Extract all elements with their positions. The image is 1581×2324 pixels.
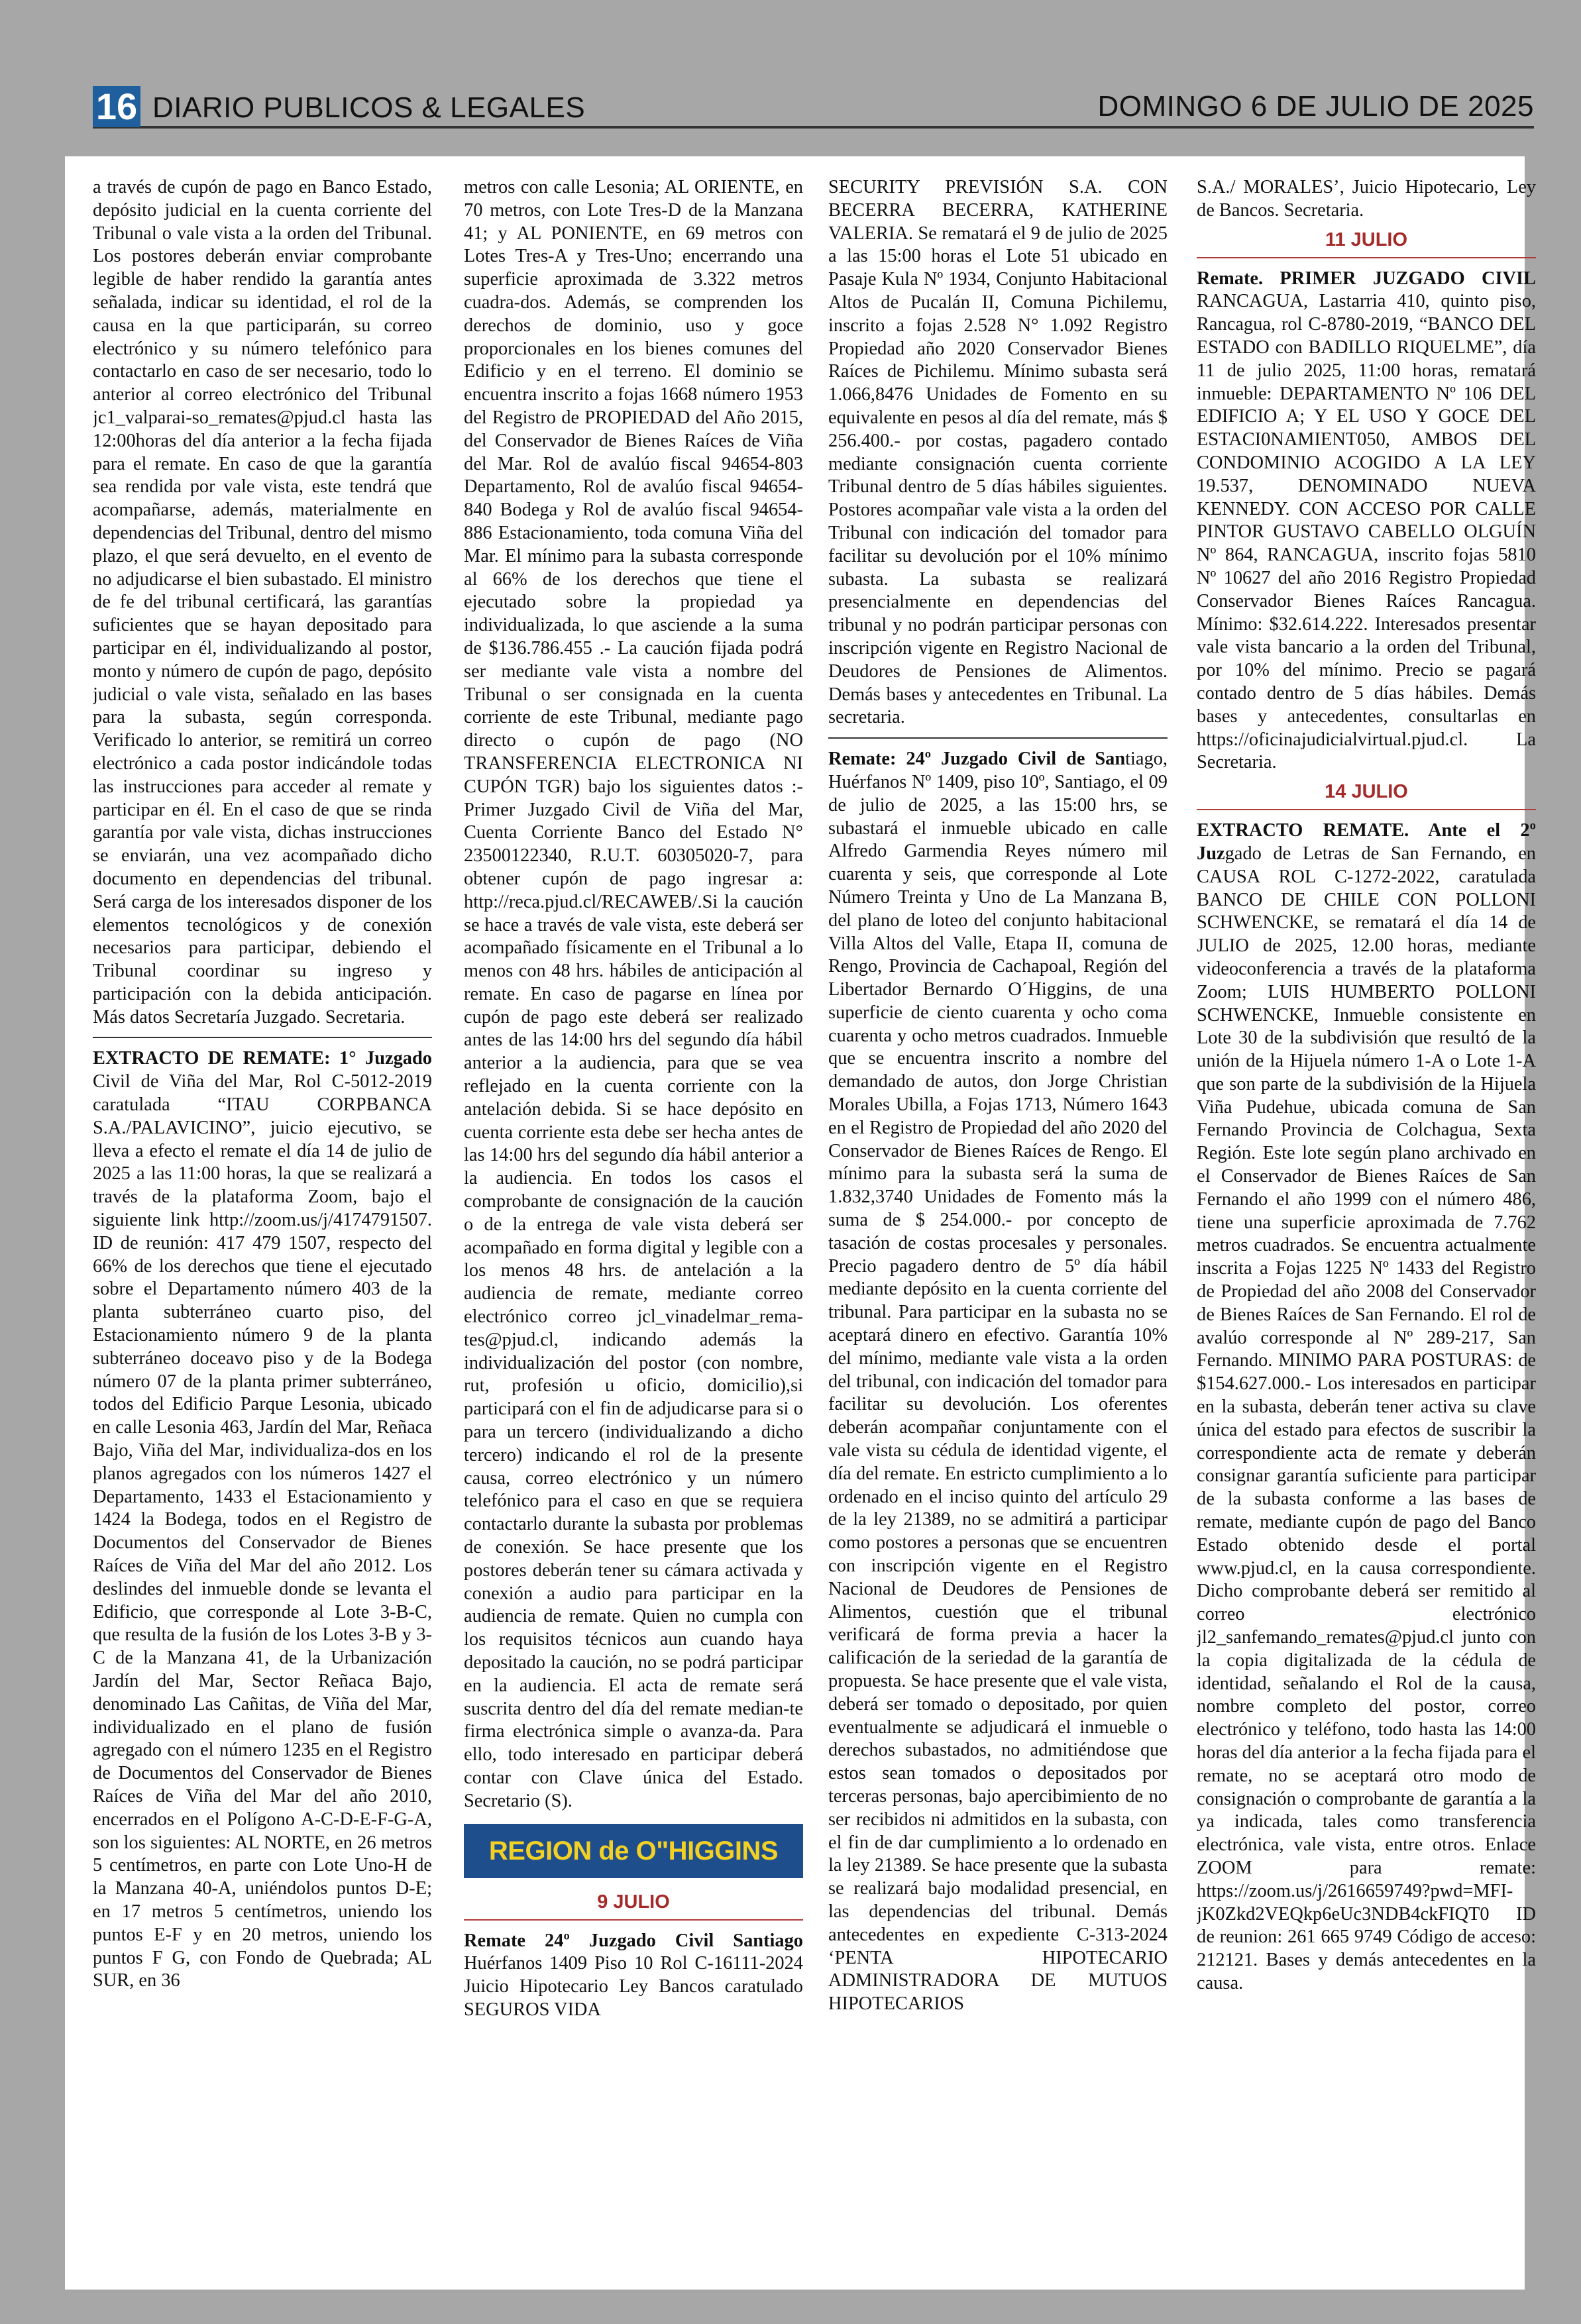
date-heading: 11 JULIO [1325,229,1408,250]
notice-text [828,748,1168,2016]
notice-text: SECURITY PREVISIÓN S.A. CON BECERRA BECERRA, KATHERINE VALERIA. Se rematará el 9 de julio de 2025 a las 15:00 horas el Lote 51 ubicado en Pasaje Kula Nº 1934, Conjunto Habitacional Altos de Pucalán II, Comuna Pichilemu, inscrito a fojas 2.528 N° 1.092 Registro Propiedad año 2020 Conservador Bienes Raíces de Pichilemu. Mínimo subasta será 1.066,8476 Unidades de Fomento en su equivalente en pesos al día del remate, más $ 256.400.- por costas, pagadero contado mediante consignación cuenta corriente Tribunal dentro de 5 días hábiles siguientes. Postores acompañar vale vista a la orden del Tribunal con indicación del tomador para facilitar su devolución por el 10% mínimo subasta. La subasta se realizará presencialmente en dependencias del tribunal y no podrán participar personas con inscripción vigente en Registro Nacional de Deudores de Pensiones de Alimentos. Demás bases y antecedentes en Tribunal. La secretaria. [828,177,1168,728]
notice-text [93,1047,432,1993]
paper-name: DIARIO PUBLICOS & LEGALES [152,91,586,124]
notice-text [1197,268,1536,775]
region-banner: REGION de O"HIGGINS [464,1824,803,1878]
notice-body: Civil de Viña del Mar, Rol C-5012-2019 caratulada “ITAU CORPBANCA S.A./PALAVICINO”, juicio ejecutivo, se lleva a efecto el remate el día 14 de julio de 2025 a las 11:00 horas, la que se realizará a través de la plataforma Zoom, bajo el siguiente link http://zoom.us/j/4174791507. ID de reunión: 417 479 1507, respecto del 66% de los derechos que tiene el ejecutado sobre el Departamento número 403 de la planta subterráneo cuarto piso, del Estacionamiento número 9 de la planta subterráneo doceavo piso y de la Bodega número 07 de la planta primer subterráneo, todos del Edificio Parque Lesonia, ubicado en calle Lesonia 463, Jardín del Mar, Reñaca Bajo, Viña del Mar, individualiza-dos en los planos agregados con los números 1427 el Departamento, 1433 el Estacionamiento y 1424 la Bodega, todos en el Registro de Documentos del Conservador de Bienes Raíces de Viña del Mar del año 2012. Los deslindes del inmueble donde se levanta el Edificio, que corresponde al Lote 3-B-C, que resulta de la fusión de los Lotes 3-B y 3-C de la Manzana 41, de la Urbanización Jardín del Mar, Sector Reñaca Bajo, denominado Las Cañitas, de Viña del Mar, individualizado en el plano de fusión agregado con el número 1235 en el Registro de Documentos del Conservador de Bienes Raíces de Viña del Mar del año 2010, encerrados en el Polígono A-C-D-E-F-G-A, son los siguientes: AL NORTE, en 26 metros 5 centímetros, en parte con Lote Uno-H de la Manzana 40-A, uniéndolos puntos D-E; en 17 metros 5 centímetros, uniendo los puntos E-F y en 20 metros, uniendo los puntos F G, con Fondo de Quebrada; AL SUR, en 36 [93,1071,432,1991]
notice-body: Huérfanos 1409 Piso 10 Rol C-16111-2024 Juicio Hipotecario Ley Bancos caratulado SEGUROS VIDA [464,1953,803,2020]
notice-text [1197,819,1536,1995]
notice-text: metros con calle Lesonia; AL ORIENTE, en 70 metros, con Lote Tres-D de la Manzana 41; y AL PONIENTE, en 69 metros con Lotes Tres-A y Tres-Uno; encerrando una superficie aproximada de 3.322 metros cuadra-dos. Además, se comprenden los derechos de dominio, uso y goce proporcionales en los bienes comunes del Edificio y en el terreno. El dominio se encuentra inscrito a fojas 1668 número 1953 del Registro de PROPIEDAD del Año 2015, del Conservador de Bienes Raíces de Viña del Mar. Rol de avalúo fiscal 94654-803 Departamento, Rol de avalúo fiscal 94654-840 Bodega y Rol de avalúo fiscal 94654-886 Estacionamiento, toda comuna Viña del Mar. El mínimo para la subasta corresponde al 66% de los derechos que tiene el ejecutado sobre la propiedad ya individualizada, lo que asciende a la suma de $136.786.455 .- La caución fijada podrá ser mediante vale vista a nombre del Tribunal o ser consignada en la cuenta corriente de este Tribunal, mediante pago directo o cupón de pago (NO TRANSFERENCIA ELECTRONICA NI CUPÓN TGR) bajo los siguientes datos :- Primer Juzgado Civil de Viña del Mar, Cuenta Corriente Banco del Estado N° 23500122340, R.U.T. 60305020-7, para obtener cupón de pago ingresar a: http://reca.pjud.cl/RECAWEB/.Si la caución se hace a través de vale vista, este deberá ser acompañado físicamente en el Tribunal a lo menos con 48 hrs. hábiles de anticipación al remate. En caso de pagarse en línea por cupón de pago este deberá ser realizado antes de las 14:00 hrs del segundo día hábil anterior a la audiencia, para que se vea reflejado en la cuenta corriente con la antelación debida. Si se hace depósito en cuenta corriente esta debe ser hecha antes de las 14:00 hrs del segundo día hábil anterior a la audiencia. En todos los casos el comprobante de consignación de la caución o de la entrega de vale vista deberá ser acompañado en forma digital y legible con a los menos 48 hrs. de antelación a la audiencia de remate, mediante correo electrónico correo jcl_vinadelmar_rema-tes@pjud.cl, indicando además la individualización del postor (con nombre, rut, profesión u oficio, domicilio),si participará con el fin de adjudicarse para si o para un tercero (individualizando a dicho tercero) indicando el rol de la presente causa, correo electrónico y un número telefónico para el caso en que se requiera contactarlo durante la subasta por problemas de conexión. Se hace presente que los postores deberán tener su cámara activada y conexión a audio para participar en la audiencia de remate. Quien no cumpla con los requisitos técnicos aun cuando haya depositado la caución, no se podrá participar en la audiencia. El acta de remate será suscrita dentro del día del remate median-te firma electrónica simple o avanza-da. Para ello, todo interesado en participar deberá contar con Clave única del Estado. Secretario (S). [464,177,803,1811]
date-divider [1197,809,1536,810]
issue-date: DOMINGO 6 DE JULIO DE 2025 [1097,90,1534,123]
column-2 [464,176,803,2283]
notice-lead: Remate: 24º Juzgado Civil de San [828,749,1126,770]
notice-body: tiago, Huérfanos Nº 1409, piso 10º, Santiago, el 09 de julio de 2025, a las 15:00 hrs, se subastará el inmueble ubicado en calle Alfredo Garmendia Reyes número mil cuarenta y seis, que corresponde al Lote Número Treinta y Uno de La Manzana B, del plano de loteo del conjunto habitacional Villa Altos del Valle, Etapa II, comuna de Rengo, Provincia de Cachapoal, Región del Libertador Bernardo O´Higgins, de una superficie de ciento cuarenta y ocho coma cuarenta y ocho metros cuadrados. Inmueble que se encuentra inscrito a nombre del demandado de autos, don Jorge Christian Morales Ubilla, a Fojas 1713, Número 1643 en el Registro de Propiedad del año 2020 del Conservador de Bienes Raíces de Rengo. El mínimo para la subasta será la suma de 1.832,3740 Unidades de Fomento más la suma de $ 254.000.- por concepto de tasación de costas procesales y personales. Precio pagadero dentro de 5º día hábil mediante depósito en la cuenta corriente del tribunal. Para participar en la subasta no se aceptará dinero en efectivo. Garantía 10% del mínimo, mediante vale vista a la orden del tribunal, con indicación del tomador para facilitar su devolución. Los oferentes deberán acompañar conjuntamente con el vale vista su cédula de identidad vigente, el día del remate. En estricto cumplimiento a lo ordenado en el inciso quinto del artículo 29 de la ley 21389, no se admitirá a participar como postores a personas que se encuentren con inscripción vigente en el Registro Nacional de Deudores de Pensiones de Alimentos, cuestión que el tribunal verificará de forma previa a hacer la calificación de la seriedad de la garantía de propuesta. Se hace presente que el vale vista, deberá ser tomado o depositado, por quien eventualmente se adjudicará el inmueble o derechos subastados, no admitiéndose que estos sean tomados o depositados por terceras personas, bajo apercibimiento de no ser recibidos ni admitidos en la subasta, con el fin de dar cumplimiento a lo ordenado en la ley 21389. Se hace presente que la subasta se realizará bajo modalidad presencial, en las dependencias del tribunal. Demás antecedentes en expediente C-313-2024 ‘PENTA HIPOTECARIO ADMINISTRADORA DE MUTUOS HIPOTECARIOS [828,749,1168,2015]
notice-text [464,1930,803,2022]
column-3 [828,176,1168,2283]
date-heading: 14 JULIO [1325,781,1408,803]
date-heading: 9 JULIO [597,1891,670,1913]
notice-divider [828,737,1168,739]
notice-divider [93,1037,432,1038]
page-header [93,85,1534,129]
notice-body: gado de Letras de San Fernando, en CAUSA ROL C-1272-2022, caratulada BANCO DE CHILE CON POLLONI SCHWENCKE, se rematará el día 14 de JULIO de 2025, 12.00 horas, mediante videoconferencia a través de la plataforma Zoom; LUIS HUMBERTO POLLONI SCHWENCKE, Inmueble consistente en Lote 30 de la subdivisión que resultó de la unión de la Hijuela número 1-A o Lote 1-A que son parte de la subdivisión de la Hijuela Viña Pudehue, ubicada comuna de San Fernando Provincia de Colchagua, Sexta Región. Este lote según plano archivado en el Conservador de Bienes Raíces de San Fernando el año 1999 con el número 486, tiene una superficie aproximada de 7.762 metros cuadrados. Se encuentra actualmente inscrita a Fojas 1225 Nº 1433 del Registro de Propiedad del año 2008 del Conservador de Bienes Raíces de San Fernando. El rol de avalúo corresponde al Nº 289-217, San Fernando. MINIMO PARA POSTURAS: de $154.627.000.- Los interesados en participar en la subasta, deberán tener activa su clave única del estado para efectos de suscribir la correspondiente acta de remate y deberán consignar garantía suficiente para participar de la subasta conforme a las bases de remate, mediante cupón de pago del Banco Estado obtenido desde el portal www.pjud.cl, en la causa correspondiente. Dicho comprobante deberá ser remitido al correo electrónico jl2_sanfemando_remates@pjud.cl junto con la copia digitalizada de la cédula de identidad, señalando el Rol de la causa, nombre completo del postor, correo electrónico y teléfono, todo hasta las 14:00 horas del día anterior a la fecha fijada para el remate, no se aceptará otro modo de consignación o comprobante de garantía a la ya indicada, tales como transferencia electrónica, vale vista, entre otros. Enlace ZOOM para remate: https://zoom.us/j/2616659749?pwd=MFI-jK0Zkd2VEQkp6eUc3NDB4ckFIQT0 ID de reunion: 261 665 9749 Código de acceso: 212121. Bases y demás antecedentes en la causa. [1197,843,1536,1993]
notice-text: a través de cupón de pago en Banco Estado, depósito judicial en la cuenta corriente del Tribunal o vale vista a la orden del Tribunal. Los postores deberán enviar comprobante legible de haber rendido la garantía antes señalada, indicar su identidad, el rol de la causa en la que participarán, su correo electrónico y su número telefónico para contactarlo en caso de ser necesario, todo lo anterior al correo electrónico del Tribunal jc1_valparai-so_remates@pjud.cl hasta las 12:00horas del día anterior a la fecha fijada para el remate. En caso de que la garantía sea rendida por vale vista, este tendrá que acompañarse, además, materialmente en dependencias del Tribunal, dentro del mismo plazo, el que será devuelto, en el evento de no adjudicarse el bien subastado. El ministro de fe del tribunal certificará, las garantías suficientes que se hayan depositado para participar en él, individualizando al postor, monto y número de cupón de pago, depósito judicial o vale vista, señalado en las bases para la subasta, según corresponda. Verificado lo anterior, se remitirá un correo electrónico a cada postor indicándole todas las instrucciones para acceder al remate y participar en él. En el caso de que se rinda garantía por vale vista, dichas instrucciones se enviarán, una vez acompañado dicho documento en dependencias del tribunal. Será carga de los interesados disponer de los elementos tecnológicos y de conexión necesarios para participar, debiendo el Tribunal coordinar su ingreso y participación con la debida anticipación. Más datos Secretaría Juzgado. Secretaria. [93,177,432,1028]
notice-lead: Remate 24º Juzgado Civil Santiago [464,1930,803,1951]
column-1 [93,176,432,2283]
column-4 [1197,176,1536,2283]
notice-body: RANCAGUA, Lastarria 410, quinto piso, Rancagua, rol C-8780-2019, “BANCO DEL ESTADO con BADILLO RIQUELME”, día 11 de julio 2025, 11:00 horas, rematará inmueble: DEPARTAMENTO Nº 106 DEL EDIFICIO A; Y EL USO Y GOCE DEL ESTACI0NAMIENT050, AMBOS DEL CONDOMINIO ACOGIDO A LA LEY 19.537, DENOMINADO NUEVA KENNEDY. CON ACCESO POR CALLE PINTOR GUSTAVO CABELLO OLGUÍN Nº 864, RANCAGUA, inscrito fojas 5810 Nº 10627 del año 2016 Registro Propiedad Conservador Bienes Raíces Rancagua. Mínimo: $32.614.222. Interesados presentar vale vista bancario a la orden del Tribunal, por 10% del mínimo. Precio se pagará contado dentro de 5 días hábiles. Demás bases y antecedentes, consultarlas en https://oficinajudicialvirtual.pjud.cl. La Secretaria. [1197,291,1536,773]
notice-lead: Remate. PRIMER JUZGADO CIVIL [1197,268,1536,289]
date-divider [464,1919,803,1921]
page-number: 16 [93,86,140,127]
date-divider [1197,257,1536,258]
notice-lead: EXTRACTO REMATE. Ante el 2º Juz [1197,820,1536,864]
notice-lead: EXTRACTO DE REMATE: 1° Juzgado [93,1048,432,1069]
notice-text: S.A./ MORALES’, Juicio Hipotecario, Ley de Bancos. Secretaria. [1197,177,1536,221]
content-sheet [65,156,1536,2290]
